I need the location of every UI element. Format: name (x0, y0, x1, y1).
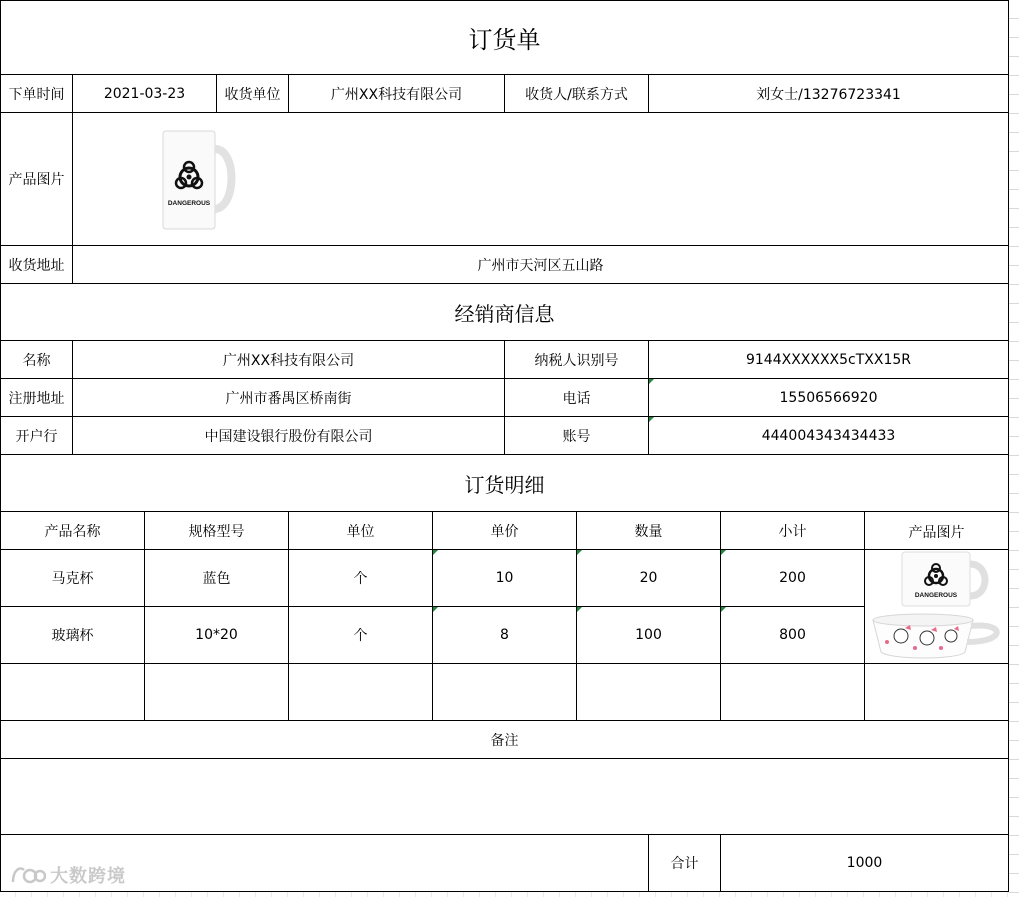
table-row-2-name[interactable]: 玻璃杯 (0, 607, 145, 664)
bank-value[interactable]: 中国建设银行股份有限公司 (73, 417, 505, 455)
tax-id-value[interactable]: 9144XXXXXX5cTXX15R (649, 341, 1009, 379)
total-value[interactable]: 1000 (721, 835, 1009, 892)
table-row-3-image-cell[interactable] (865, 664, 1009, 721)
receiver-unit-label: 收货单位 (217, 75, 289, 113)
table-row-2-qty[interactable]: 100 (577, 607, 721, 664)
table-row-2-subtotal[interactable]: 800 (721, 607, 865, 664)
address-label: 收货地址 (0, 246, 73, 284)
hello-kitty-bowl-image (867, 608, 1007, 662)
table-row-3-price[interactable] (433, 664, 577, 721)
phone-value[interactable]: 15506566920 (649, 379, 1009, 417)
remark-content[interactable] (0, 759, 1009, 835)
order-date-value[interactable]: 2021-03-23 (73, 75, 217, 113)
account-label: 账号 (505, 417, 649, 455)
table-row-3-unit[interactable] (289, 664, 433, 721)
table-row-2-spec[interactable]: 10*20 (145, 607, 289, 664)
table-row-3-spec[interactable] (145, 664, 289, 721)
header-unit: 单位 (289, 512, 433, 550)
dealer-name-label: 名称 (0, 341, 73, 379)
header-subtotal: 小计 (721, 512, 865, 550)
table-row-1-name[interactable]: 马克杯 (0, 550, 145, 607)
detail-section-title: 订货明细 (0, 455, 1009, 512)
contact-value[interactable]: 刘女士/13276723341 (649, 75, 1009, 113)
table-row-2-image-cell[interactable] (865, 607, 1009, 664)
header-spec: 规格型号 (145, 512, 289, 550)
receiver-unit-value[interactable]: 广州XX科技有限公司 (289, 75, 505, 113)
watermark-text: 大数跨境 (50, 866, 126, 887)
table-row-3-subtotal[interactable] (721, 664, 865, 721)
order-date-label: 下单时间 (0, 75, 73, 113)
tax-id-label: 纳税人识别号 (505, 341, 649, 379)
cup-print-text: DANGEROUS (914, 591, 957, 599)
contact-label: 收货人/联系方式 (505, 75, 649, 113)
table-row-1-price[interactable]: 10 (433, 550, 577, 607)
header-product-name: 产品名称 (0, 512, 145, 550)
table-row-3-name[interactable] (0, 664, 145, 721)
product-image-cell[interactable] (73, 113, 1009, 246)
table-row-3-qty[interactable] (577, 664, 721, 721)
header-qty: 数量 (577, 512, 721, 550)
table-row-1-subtotal[interactable]: 200 (721, 550, 865, 607)
dangerous-mug-image (159, 127, 239, 231)
table-row-1-unit[interactable]: 个 (289, 550, 433, 607)
remark-label: 备注 (0, 721, 1009, 759)
table-row-1-spec[interactable]: 蓝色 (145, 550, 289, 607)
address-value[interactable]: 广州市天河区五山路 (73, 246, 1009, 284)
watermark (10, 862, 126, 888)
page-title: 订货单 (0, 0, 1009, 75)
bank-label: 开户行 (0, 417, 73, 455)
total-label: 合计 (649, 835, 721, 892)
account-value[interactable]: 444004343434433 (649, 417, 1009, 455)
table-row-1-qty[interactable]: 20 (577, 550, 721, 607)
watermark-logo-icon (10, 864, 46, 886)
phone-label: 电话 (505, 379, 649, 417)
dealer-name-value[interactable]: 广州XX科技有限公司 (73, 341, 505, 379)
table-row-2-price[interactable]: 8 (433, 607, 577, 664)
mug-print-text: DANGEROUS (167, 200, 211, 207)
dealer-section-title: 经销商信息 (0, 284, 1009, 341)
product-image-label: 产品图片 (0, 113, 73, 246)
table-row-1-image-cell[interactable] (865, 550, 1009, 607)
reg-address-value[interactable]: 广州市番禺区桥南街 (73, 379, 505, 417)
sheet-gridlines (1009, 0, 1019, 897)
dangerous-cup-image (882, 550, 992, 607)
header-price: 单价 (433, 512, 577, 550)
header-product-image: 产品图片 (865, 512, 1009, 550)
reg-address-label: 注册地址 (0, 379, 73, 417)
table-row-2-unit[interactable]: 个 (289, 607, 433, 664)
